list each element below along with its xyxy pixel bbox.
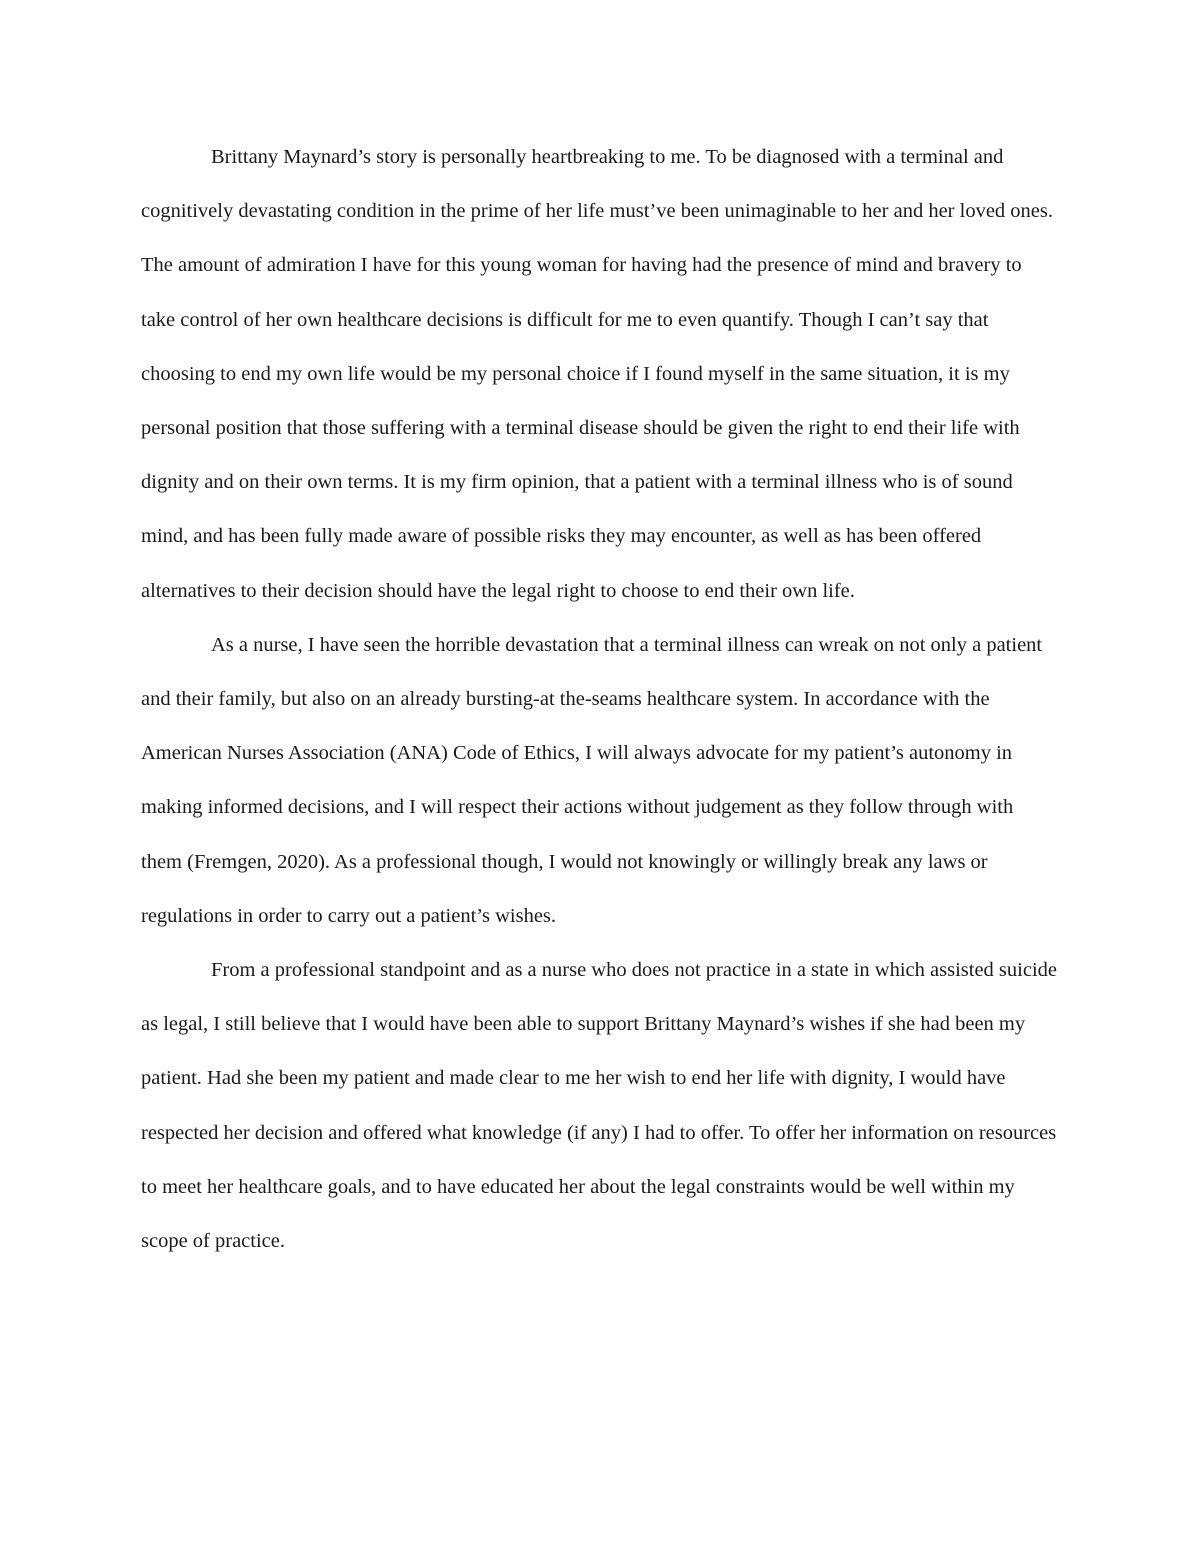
paragraph-1: Brittany Maynard’s story is personally heartbreaking to me. To be diagnosed with a terminal and cognitively devastating condition in the prime of her life must’ve been unimaginable to her and her loved ones. The amount of admiration I have for this young woman for having had the presence of mind and bravery to take control of her own healthcare decisions is difficult for me to even quantify. Though I can’t say that choosing to end my own life would be my personal choice if I found myself in the same situation, it is my personal position that those suffering with a terminal disease should be given the right to end their life with dignity and on their own terms. It is my firm opinion, that a patient with a terminal illness who is of sound mind, and has been fully made aware of possible risks they may encounter, as well as has been offered alternatives to their decision should have the legal right to choose to end their own life. — [141, 146, 1053, 602]
paragraph-2: As a nurse, I have seen the horrible devastation that a terminal illness can wreak on not only a patient and their family, but also on an already bursting-at the-seams healthcare system. In accordance with the American Nurses Association (ANA) Code of Ethics, I will always advocate for my patient’s autonomy in making informed decisions, and I will respect their actions without judgement as they follow through with them (Fremgen, 2020). As a professional though, I would not knowingly or willingly break any laws or regulations in order to carry out a patient’s wishes. — [141, 633, 1043, 927]
document-body — [141, 130, 1059, 1268]
paragraph-3: From a professional standpoint and as a nurse who does not practice in a state in which assisted suicide as legal, I still believe that I would have been able to support Brittany Maynard’s wishes if she had been my patient. Had she been my patient and made clear to me her wish to end her life with dignity, I would have respected her decision and offered what knowledge (if any) I had to offer. To offer her information on resources to meet her healthcare goals, and to have educated her about the legal constraints would be well within my scope of practice. — [141, 959, 1057, 1253]
